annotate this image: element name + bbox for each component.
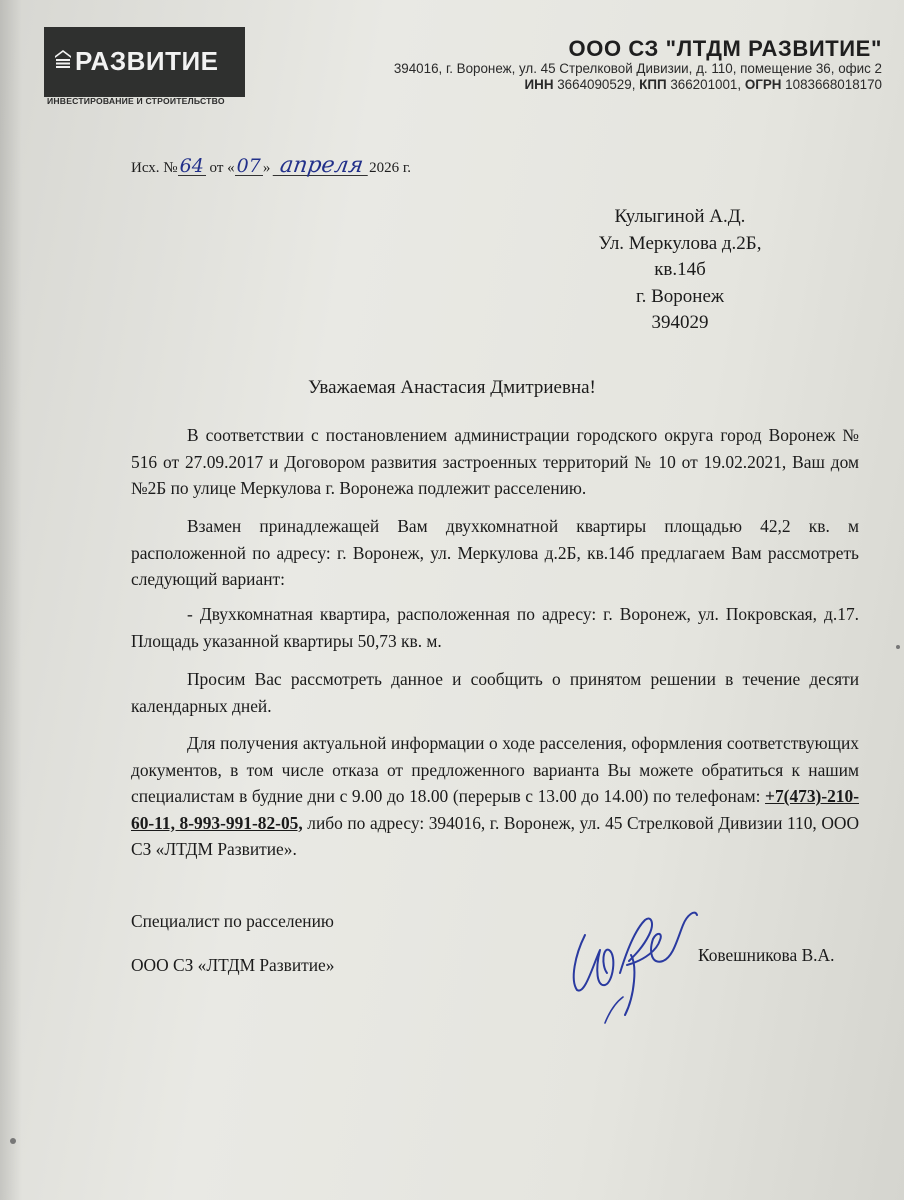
ref-close-quote: »	[262, 160, 271, 176]
ogrn-value: 1083668018170	[785, 77, 882, 92]
company-requisites	[525, 77, 882, 92]
ref-prefix: Исх. №	[131, 160, 178, 176]
inn-label: ИНН	[524, 77, 554, 92]
company-logo	[44, 27, 245, 97]
page-shadow	[0, 0, 22, 1200]
recipient-block	[560, 204, 800, 337]
recipient-apartment: кв.14б	[654, 259, 706, 280]
paragraph-current-apartment: Взамен принадлежащей Вам двухкомнатной квартиры площадью 42,2 кв. м расположенной по адресу: г. Воронеж, ул. Меркулова д.2Б, кв.14б предлагаем Вам рассмотреть следующий вариант:	[131, 516, 859, 589]
paragraph-offered-apartment: - Двухкомнатная квартира, расположенная по адресу: г. Воронеж, ул. Покровская, д.17. Площадь указанной квартиры 50,73 кв. м.	[131, 604, 859, 651]
signer-title: Специалист по расселению	[131, 911, 334, 931]
contact-text: Для получения актуальной информации о ходе расселения, оформления соответствующих документов, в том числе отказа от предложенного варианта Вы можете обратиться к нашим специалистам в будние дни с 9.00 до 18.00 (перерыв с 13.00 до 14.00) по телефонам:	[131, 733, 859, 806]
building-logo-icon	[55, 50, 71, 70]
outgoing-reference	[131, 153, 412, 178]
signer-name: Ковешникова В.А.	[698, 945, 835, 965]
paper-speck	[896, 645, 900, 649]
recipient-city: г. Воронеж	[635, 285, 725, 307]
handwritten-signature	[565, 895, 715, 1030]
signer-organization: ООО СЗ «ЛТДМ Развитие»	[131, 955, 335, 975]
ref-month: апреля	[273, 157, 371, 176]
ref-day: 07	[236, 155, 261, 177]
company-address: 394016, г. Воронеж, ул. 45 Стрелковой Дивизии, д. 110, помещение 36, офис 2	[393, 61, 882, 76]
paragraph-response-request: Просим Вас рассмотреть данное и сообщить о принятом решении в течение десяти календарных дней.	[131, 669, 859, 716]
inn-value: 3664090529,	[557, 77, 636, 92]
contact-phones: +7(473)-210-60-11, 8-993-991-82-05,	[131, 786, 859, 833]
greeting: Уважаемая Анастасия Дмитриевна!	[308, 377, 596, 398]
kpp-value: 366201001,	[670, 77, 742, 92]
logo-tagline: ИНВЕСТИРОВАНИЕ И СТРОИТЕЛЬСТВО	[47, 96, 225, 106]
ref-from: от «	[209, 160, 235, 176]
paragraph-resettlement-basis: В соответствии с постановлением администрации городского округа город Воронеж № 516 от 27.09.2017 и Договором развития застроенных территорий № 10 от 19.02.2021, Ваш дом №2Б по улице Меркулова г. Воронежа подлежит расселению.	[131, 425, 859, 498]
recipient-street: Ул. Меркулова д.2Б,	[598, 232, 762, 254]
recipient-name: Кулыгиной А.Д.	[614, 206, 746, 227]
logo-word: РАЗВИТИЕ	[75, 46, 219, 76]
paper-speck	[10, 1138, 16, 1144]
ref-number: 64	[179, 155, 204, 177]
ref-year: 2026 г.	[369, 160, 412, 176]
ogrn-label: ОГРН	[744, 77, 782, 92]
kpp-label: КПП	[639, 77, 667, 92]
paragraph-contact-info	[131, 730, 859, 863]
recipient-zip: 394029	[651, 312, 709, 333]
company-name: ООО СЗ "ЛТДМ РАЗВИТИЕ"	[568, 36, 882, 61]
contact-address: либо по адресу: 394016, г. Воронеж, ул. 45 Стрелковой Дивизии 110, ООО СЗ «ЛТДМ Развитие».	[131, 812, 859, 859]
